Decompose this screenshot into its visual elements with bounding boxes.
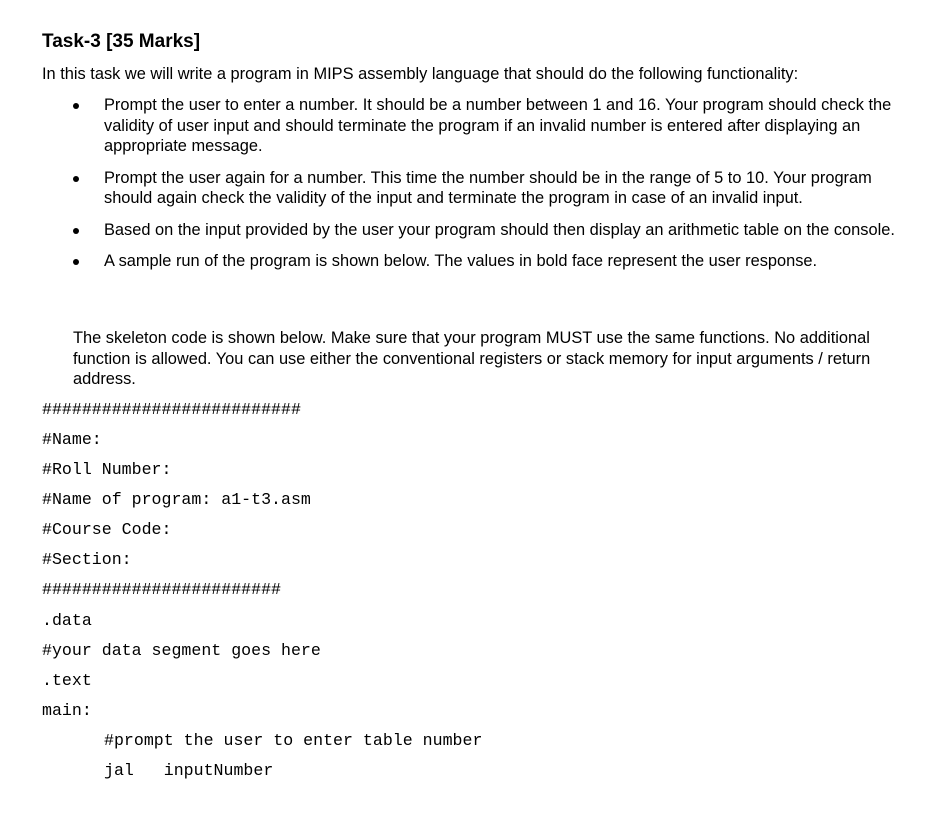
code-line-text-directive: .text bbox=[42, 671, 92, 690]
list-item bbox=[0, 251, 952, 272]
list-item-text: A sample run of the program is shown below. The values in bold face represent the user response. bbox=[104, 252, 818, 270]
code-line-prompt-comment: #prompt the user to enter table number bbox=[104, 731, 483, 750]
list-item bbox=[0, 220, 952, 241]
code-line-section: #Section: bbox=[42, 550, 132, 569]
list-item-text: Based on the input provided by the user your program should then display an arithmetic table on the console. bbox=[104, 220, 895, 239]
bullet-icon bbox=[73, 176, 79, 182]
code-line-course-code: #Course Code: bbox=[42, 520, 172, 539]
code-line-hash-footer: ######################## bbox=[42, 580, 281, 599]
bullet-icon bbox=[73, 228, 79, 234]
list-item bbox=[0, 168, 952, 209]
code-line-program-name: #Name of program: a1-t3.asm bbox=[42, 490, 311, 509]
bullet-icon bbox=[73, 259, 79, 265]
list-item-text: Prompt the user to enter a number. It should be a number between 1 and 16. Your program should check the validity of user input and should terminate the program if an invalid number is entered after displaying an appropriate message. bbox=[104, 96, 892, 155]
requirements-list bbox=[0, 95, 952, 283]
list-item bbox=[0, 95, 952, 157]
bullet-icon bbox=[73, 103, 79, 109]
task-intro: In this task we will write a program in MIPS assembly language that should do the following functionality: bbox=[42, 65, 799, 83]
code-line-roll-number: #Roll Number: bbox=[42, 460, 172, 479]
code-line-name: #Name: bbox=[42, 430, 102, 449]
code-line-main-label: main: bbox=[42, 701, 92, 720]
code-line-jal: jal inputNumber bbox=[104, 761, 274, 780]
skeleton-note: The skeleton code is shown below. Make sure that your program MUST use the same functions. No additional function is allowed. You can use either the conventional registers or stack memory for input arguments / return address. bbox=[73, 329, 871, 388]
code-line-hash-header: ########################## bbox=[42, 400, 301, 419]
code-line-data-directive: .data bbox=[42, 611, 92, 630]
task-title: Task-3 [35 Marks] bbox=[42, 31, 201, 52]
code-line-data-comment: #your data segment goes here bbox=[42, 641, 321, 660]
list-item-text: Prompt the user again for a number. This time the number should be in the range of 5 to 10. Your program should again check the validity of the input and terminate the program in case of an invalid input. bbox=[104, 168, 872, 207]
